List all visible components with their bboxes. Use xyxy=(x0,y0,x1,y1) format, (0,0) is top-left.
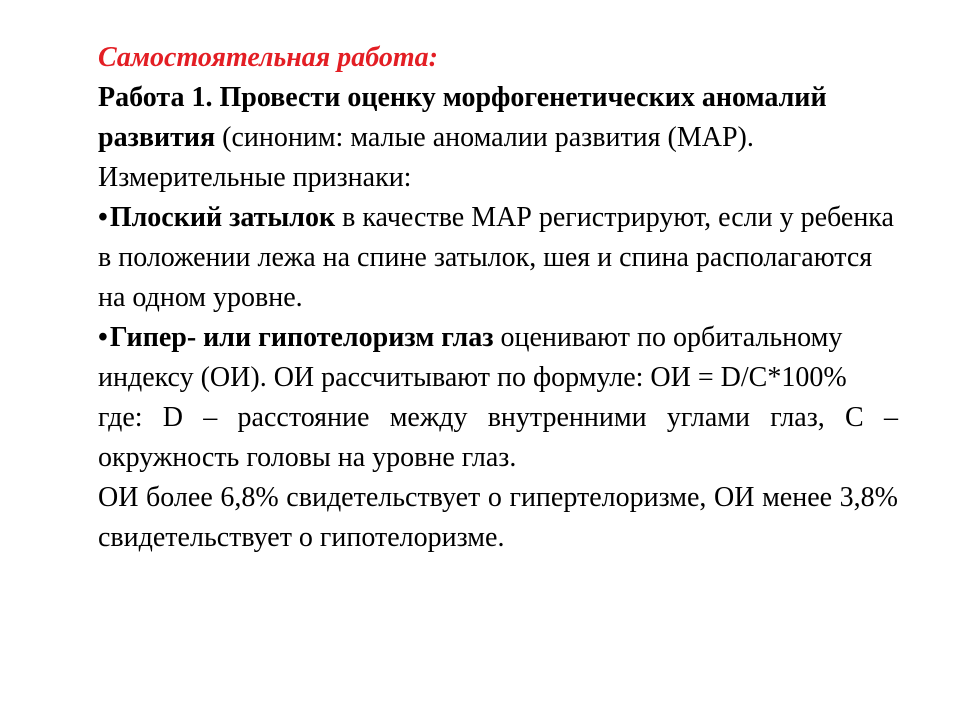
work-1-synonym: (синоним: малые аномалии развития (МАР). xyxy=(215,122,754,153)
bullet-flat-occiput xyxy=(98,198,898,318)
bullet-telorism xyxy=(98,318,898,398)
formula-legend: где: D – расстояние между внутренними углами глаз, С – окружность головы на уровне глаз. xyxy=(98,402,898,473)
bullet-icon: • xyxy=(98,322,108,353)
interpretation-text: ОИ более 6,8% свидетельствует о гипертелоризме, ОИ менее 3,8% свидетельствует о гипотелоризме. xyxy=(98,482,898,553)
work-1-heading: Работа 1. Провести оценку морфогенетических аномалий развития xyxy=(98,82,827,153)
bullet-telorism-text: оценивают по орбитальному индексу (ОИ). ОИ рассчитывают по формуле: ОИ = D/C*100% xyxy=(98,322,847,393)
bullet-flat-occiput-text: в качестве МАР регистрируют, если у ребенка в положении лежа на спине затылок, шея и спина располагаются на одном уровне. xyxy=(98,202,894,313)
bullet-flat-occiput-term: Плоский затылок xyxy=(109,202,336,233)
bullet-icon: • xyxy=(98,202,108,233)
bullet-telorism-term: Гипер- или гипотелоризм глаз xyxy=(109,322,494,353)
work-1-paragraph xyxy=(98,78,898,158)
slide-content xyxy=(98,38,898,558)
measured-signs-heading: Измерительные признаки: xyxy=(98,162,412,193)
slide-title: Самостоятельная работа: xyxy=(98,42,438,73)
